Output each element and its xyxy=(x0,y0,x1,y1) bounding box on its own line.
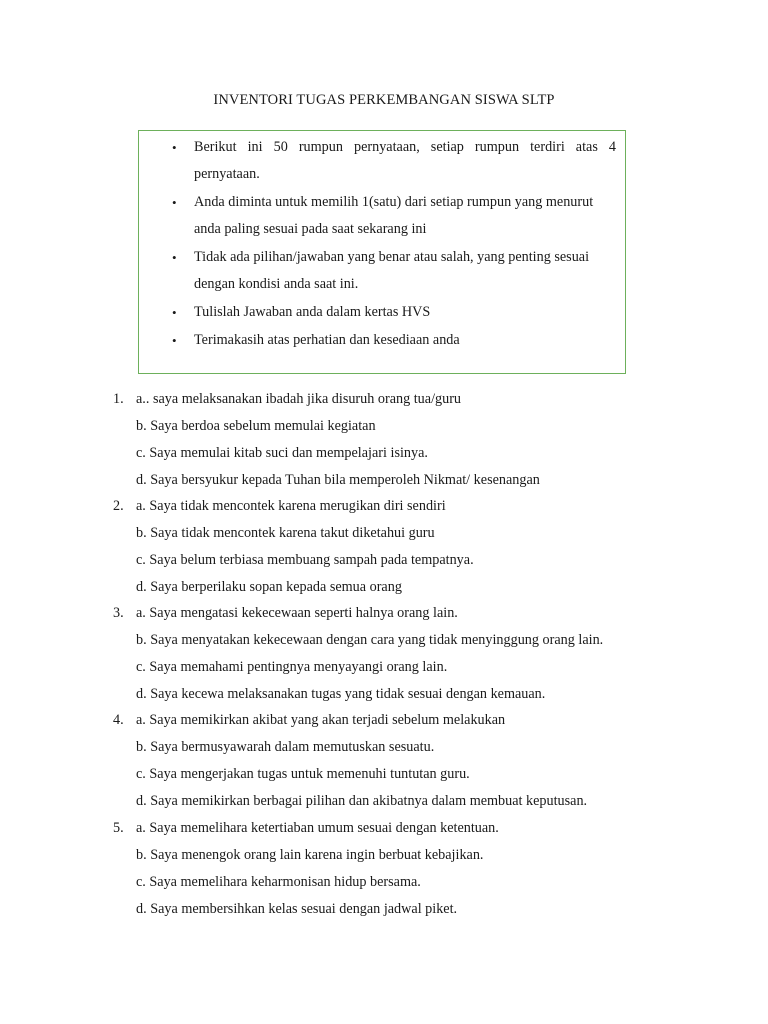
question-option: a. Saya memikirkan akibat yang akan terjadi sebelum melakukan xyxy=(136,712,506,728)
bullet-icon: • xyxy=(172,140,177,155)
instruction-text: Anda diminta untuk memilih 1(satu) dari setiap rumpun yang menurut anda paling sesuai pada saat sekarang ini xyxy=(194,194,594,237)
document-title: INVENTORI TUGAS PERKEMBANGAN SISWA SLTP xyxy=(213,92,555,108)
question-option: c. Saya memelihara keharmonisan hidup bersama. xyxy=(136,874,421,890)
question-option: d. Saya memikirkan berbagai pilihan dan akibatnya dalam membuat keputusan. xyxy=(136,793,588,809)
question-number: 1. xyxy=(113,391,124,407)
question-option: c. Saya memahami pentingnya menyayangi orang lain. xyxy=(136,659,448,675)
question-option: d. Saya bersyukur kepada Tuhan bila memperoleh Nikmat/ kesenangan xyxy=(136,472,540,488)
instruction-text: Berikut ini 50 rumpun pernyataan, setiap rumpun terdiri atas 4 pernyataan. xyxy=(194,139,616,182)
question-option: a.. saya melaksanakan ibadah jika disuruh orang tua/guru xyxy=(136,391,462,407)
question-option: b. Saya menyatakan kekecewaan dengan cara yang tidak menyinggung orang lain. xyxy=(136,632,604,648)
instruction-item xyxy=(172,299,616,326)
question-option: a. Saya mengatasi kekecewaan seperti halnya orang lain. xyxy=(136,605,458,621)
question-option: b. Saya menengok orang lain karena ingin berbuat kebajikan. xyxy=(136,847,484,863)
question-option: d. Saya berperilaku sopan kepada semua orang xyxy=(136,579,402,595)
instruction-text: Tidak ada pilihan/jawaban yang benar atau salah, yang penting sesuai dengan kondisi anda saat ini. xyxy=(194,249,590,292)
instruction-text: Terimakasih atas perhatian dan kesediaan anda xyxy=(194,332,460,348)
instruction-item xyxy=(172,134,616,188)
instruction-item xyxy=(172,189,616,243)
instruction-item xyxy=(172,244,616,298)
bullet-icon: • xyxy=(172,250,177,265)
instruction-text: Tulislah Jawaban anda dalam kertas HVS xyxy=(194,304,431,320)
question-number: 5. xyxy=(113,820,124,836)
question-option: a. Saya tidak mencontek karena merugikan diri sendiri xyxy=(136,498,446,514)
question-option: b. Saya berdoa sebelum memulai kegiatan xyxy=(136,418,376,434)
question-number: 2. xyxy=(113,498,124,514)
question-option: d. Saya membersihkan kelas sesuai dengan jadwal piket. xyxy=(136,901,458,917)
question-option: b. Saya bermusyawarah dalam memutuskan sesuatu. xyxy=(136,739,435,755)
question-number: 3. xyxy=(113,605,124,621)
question-option: a. Saya memelihara ketertiaban umum sesuai dengan ketentuan. xyxy=(136,820,499,836)
question-option: d. Saya kecewa melaksanakan tugas yang tidak sesuai dengan kemauan. xyxy=(136,686,546,702)
bullet-icon: • xyxy=(172,333,177,348)
instructions-box xyxy=(138,130,626,374)
question-option: c. Saya belum terbiasa membuang sampah pada tempatnya. xyxy=(136,552,474,568)
instruction-item xyxy=(172,327,616,354)
bullet-icon: • xyxy=(172,195,177,210)
bullet-icon: • xyxy=(172,305,177,320)
question-option: c. Saya memulai kitab suci dan mempelajari isinya. xyxy=(136,445,428,461)
question-number: 4. xyxy=(113,712,124,728)
question-option: b. Saya tidak mencontek karena takut diketahui guru xyxy=(136,525,435,541)
question-option: c. Saya mengerjakan tugas untuk memenuhi tuntutan guru. xyxy=(136,766,470,782)
